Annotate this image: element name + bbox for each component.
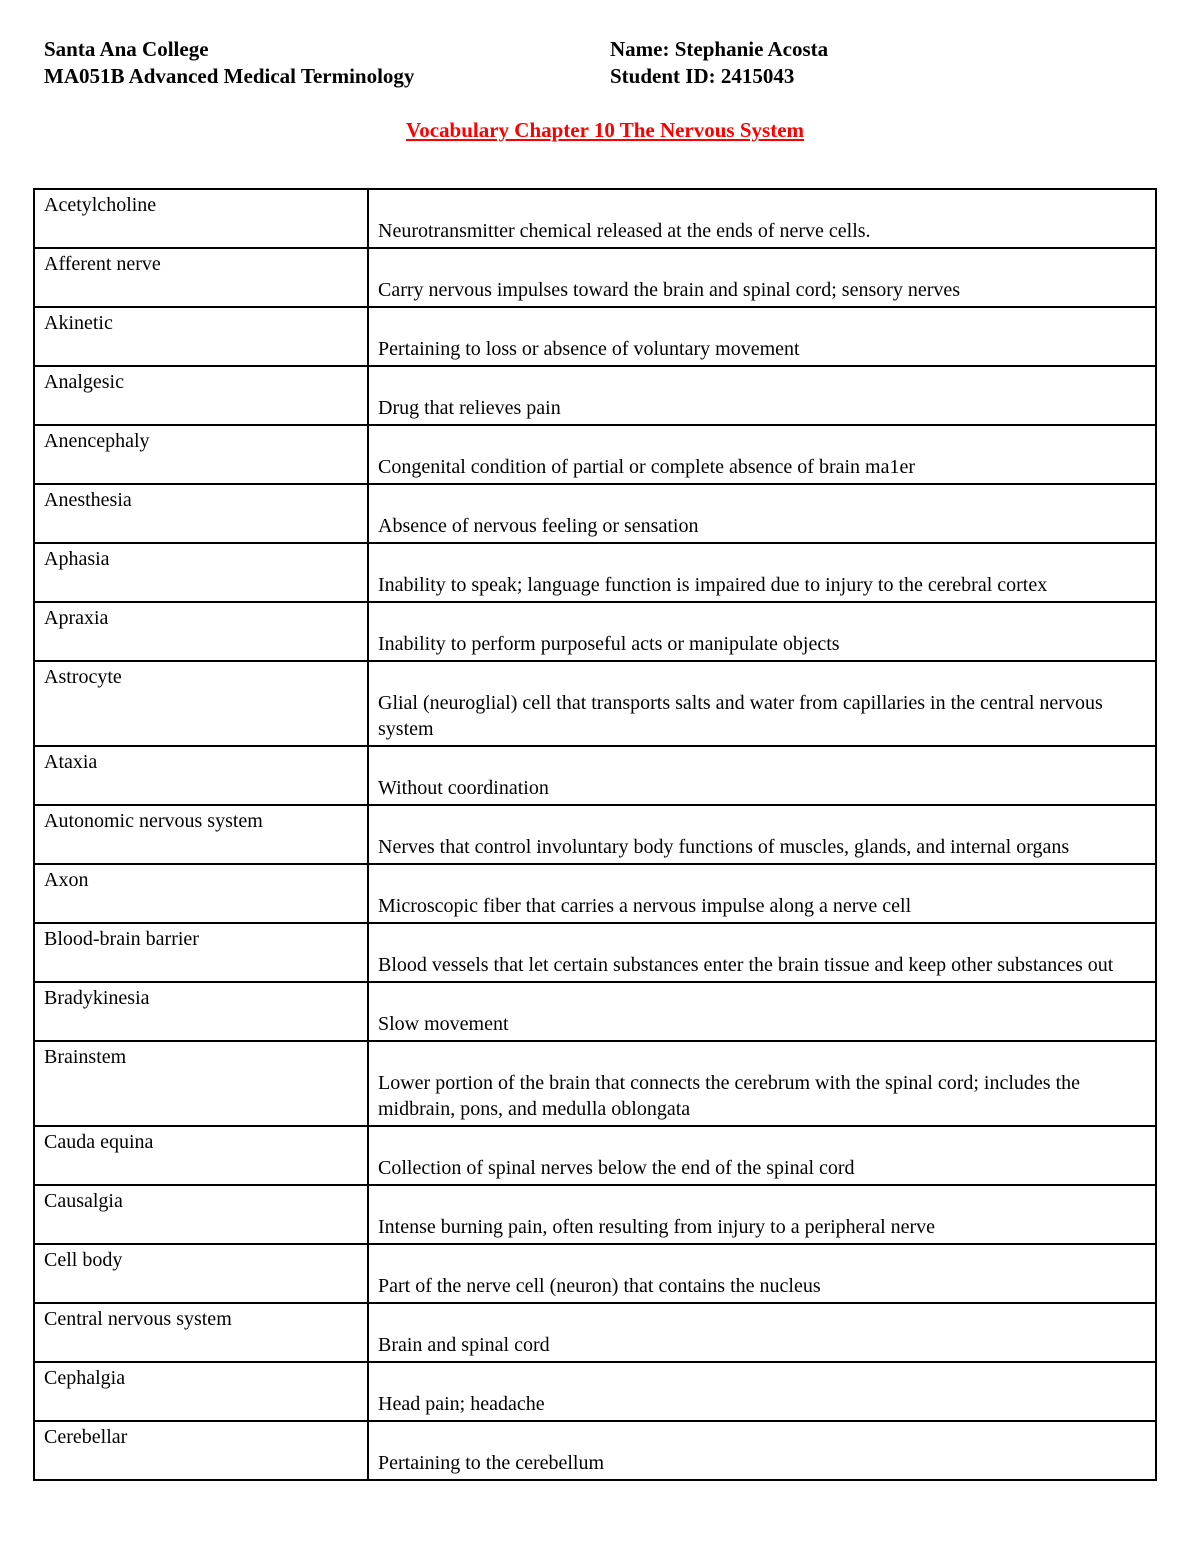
table-row [34, 189, 1156, 248]
vocabulary-table-body [34, 189, 1156, 1480]
college-name: Santa Ana College [44, 37, 209, 61]
table-row [34, 1041, 1156, 1126]
term-cell [34, 366, 368, 425]
term-cell [34, 982, 368, 1041]
vocabulary-definition: Slow movement [378, 1013, 509, 1035]
vocabulary-term: Cephalgia [44, 1367, 126, 1389]
table-row [34, 484, 1156, 543]
definition-cell [368, 661, 1156, 746]
table-row [34, 1126, 1156, 1185]
vocabulary-term: Apraxia [44, 607, 109, 629]
header-right-block [610, 36, 828, 90]
vocabulary-table [33, 188, 1157, 1481]
vocabulary-definition: Drug that relieves pain [378, 397, 561, 419]
vocabulary-definition: Pertaining to the cerebellum [378, 1452, 605, 1474]
definition-cell [368, 1244, 1156, 1303]
definition-cell [368, 1185, 1156, 1244]
definition-cell [368, 425, 1156, 484]
page-title: Vocabulary Chapter 10 The Nervous System [405, 118, 805, 142]
student-id: Student ID: 2415043 [610, 64, 795, 88]
term-cell [34, 1185, 368, 1244]
vocabulary-term: Acetylcholine [44, 194, 157, 216]
vocabulary-definition: Intense burning pain, often resulting from injury to a peripheral nerve [378, 1216, 936, 1238]
term-cell [34, 1244, 368, 1303]
vocabulary-term: Bradykinesia [44, 987, 150, 1009]
definition-cell [368, 602, 1156, 661]
vocabulary-term: Cerebellar [44, 1426, 128, 1448]
vocabulary-term: Afferent nerve [44, 253, 161, 275]
vocabulary-term: Astrocyte [44, 666, 122, 688]
vocabulary-definition: Part of the nerve cell (neuron) that contains the nucleus [378, 1275, 821, 1297]
student-name: Name: Stephanie Acosta [610, 37, 829, 61]
definition-cell [368, 366, 1156, 425]
vocabulary-term: Aphasia [44, 548, 110, 570]
term-cell [34, 1303, 368, 1362]
term-cell [34, 923, 368, 982]
term-cell [34, 661, 368, 746]
term-cell [34, 602, 368, 661]
vocabulary-definition: Carry nervous impulses toward the brain and spinal cord; sensory nerves [378, 279, 961, 301]
vocabulary-definition: Neurotransmitter chemical released at the ends of nerve cells. [378, 220, 871, 242]
term-cell [34, 746, 368, 805]
vocabulary-definition: Absence of nervous feeling or sensation [378, 515, 699, 537]
definition-cell [368, 982, 1156, 1041]
table-row [34, 923, 1156, 982]
vocabulary-term: Ataxia [44, 751, 98, 773]
definition-cell [368, 746, 1156, 805]
table-row [34, 425, 1156, 484]
table-row [34, 366, 1156, 425]
vocabulary-term: Blood-brain barrier [44, 928, 199, 950]
definition-cell [368, 805, 1156, 864]
table-row [34, 1244, 1156, 1303]
term-cell [34, 1041, 368, 1126]
definition-cell [368, 484, 1156, 543]
term-cell [34, 248, 368, 307]
vocabulary-definition: Glial (neuroglial) cell that transports salts and water from capillaries in the central nervous system [378, 692, 1103, 740]
definition-cell [368, 1303, 1156, 1362]
term-cell [34, 307, 368, 366]
vocabulary-definition: Microscopic fiber that carries a nervous impulse along a nerve cell [378, 895, 912, 917]
table-row [34, 248, 1156, 307]
definition-cell [368, 307, 1156, 366]
term-cell [34, 543, 368, 602]
definition-cell [368, 864, 1156, 923]
definition-cell [368, 189, 1156, 248]
vocabulary-term: Axon [44, 869, 89, 891]
term-cell [34, 1126, 368, 1185]
definition-cell [368, 1421, 1156, 1480]
vocabulary-definition: Nerves that control involuntary body functions of muscles, glands, and internal organs [378, 836, 1070, 858]
definition-cell [368, 248, 1156, 307]
vocabulary-definition: Head pain; headache [378, 1393, 545, 1415]
term-cell [34, 189, 368, 248]
table-row [34, 864, 1156, 923]
vocabulary-definition: Collection of spinal nerves below the end of the spinal cord [378, 1157, 855, 1179]
table-row [34, 1362, 1156, 1421]
table-row [34, 307, 1156, 366]
table-row [34, 1185, 1156, 1244]
vocabulary-definition: Brain and spinal cord [378, 1334, 550, 1356]
table-row [34, 1303, 1156, 1362]
vocabulary-definition: Blood vessels that let certain substances enter the brain tissue and keep other substances out [378, 954, 1114, 976]
table-row [34, 602, 1156, 661]
vocabulary-term: Anencephaly [44, 430, 150, 452]
table-row [34, 746, 1156, 805]
term-cell [34, 1421, 368, 1480]
vocabulary-term: Analgesic [44, 371, 124, 393]
vocabulary-definition: Lower portion of the brain that connects the cerebrum with the spinal cord; includes the midbrain, pons, and medulla oblongata [378, 1072, 1081, 1120]
vocabulary-term: Cauda equina [44, 1131, 154, 1153]
table-row [34, 661, 1156, 746]
header-left-block [44, 36, 414, 90]
vocabulary-term: Causalgia [44, 1190, 123, 1212]
course-name: MA051B Advanced Medical Terminology [44, 64, 415, 88]
table-row [34, 982, 1156, 1041]
term-cell [34, 425, 368, 484]
definition-cell [368, 1126, 1156, 1185]
definition-cell [368, 1362, 1156, 1421]
vocabulary-definition: Pertaining to loss or absence of voluntary movement [378, 338, 800, 360]
vocabulary-definition: Without coordination [378, 777, 549, 799]
vocabulary-term: Brainstem [44, 1046, 127, 1068]
definition-cell [368, 543, 1156, 602]
term-cell [34, 805, 368, 864]
term-cell [34, 1362, 368, 1421]
vocabulary-term: Akinetic [44, 312, 113, 334]
table-row [34, 543, 1156, 602]
vocabulary-definition: Inability to speak; language function is impaired due to injury to the cerebral cortex [378, 574, 1048, 596]
term-cell [34, 864, 368, 923]
vocabulary-term: Cell body [44, 1249, 123, 1271]
table-row [34, 805, 1156, 864]
vocabulary-term: Autonomic nervous system [44, 810, 263, 832]
term-cell [34, 484, 368, 543]
table-row [34, 1421, 1156, 1480]
definition-cell [368, 923, 1156, 982]
vocabulary-term: Anesthesia [44, 489, 132, 511]
vocabulary-term: Central nervous system [44, 1308, 232, 1330]
vocabulary-definition: Congenital condition of partial or complete absence of brain ma1er [378, 456, 916, 478]
definition-cell [368, 1041, 1156, 1126]
vocabulary-definition: Inability to perform purposeful acts or manipulate objects [378, 633, 840, 655]
